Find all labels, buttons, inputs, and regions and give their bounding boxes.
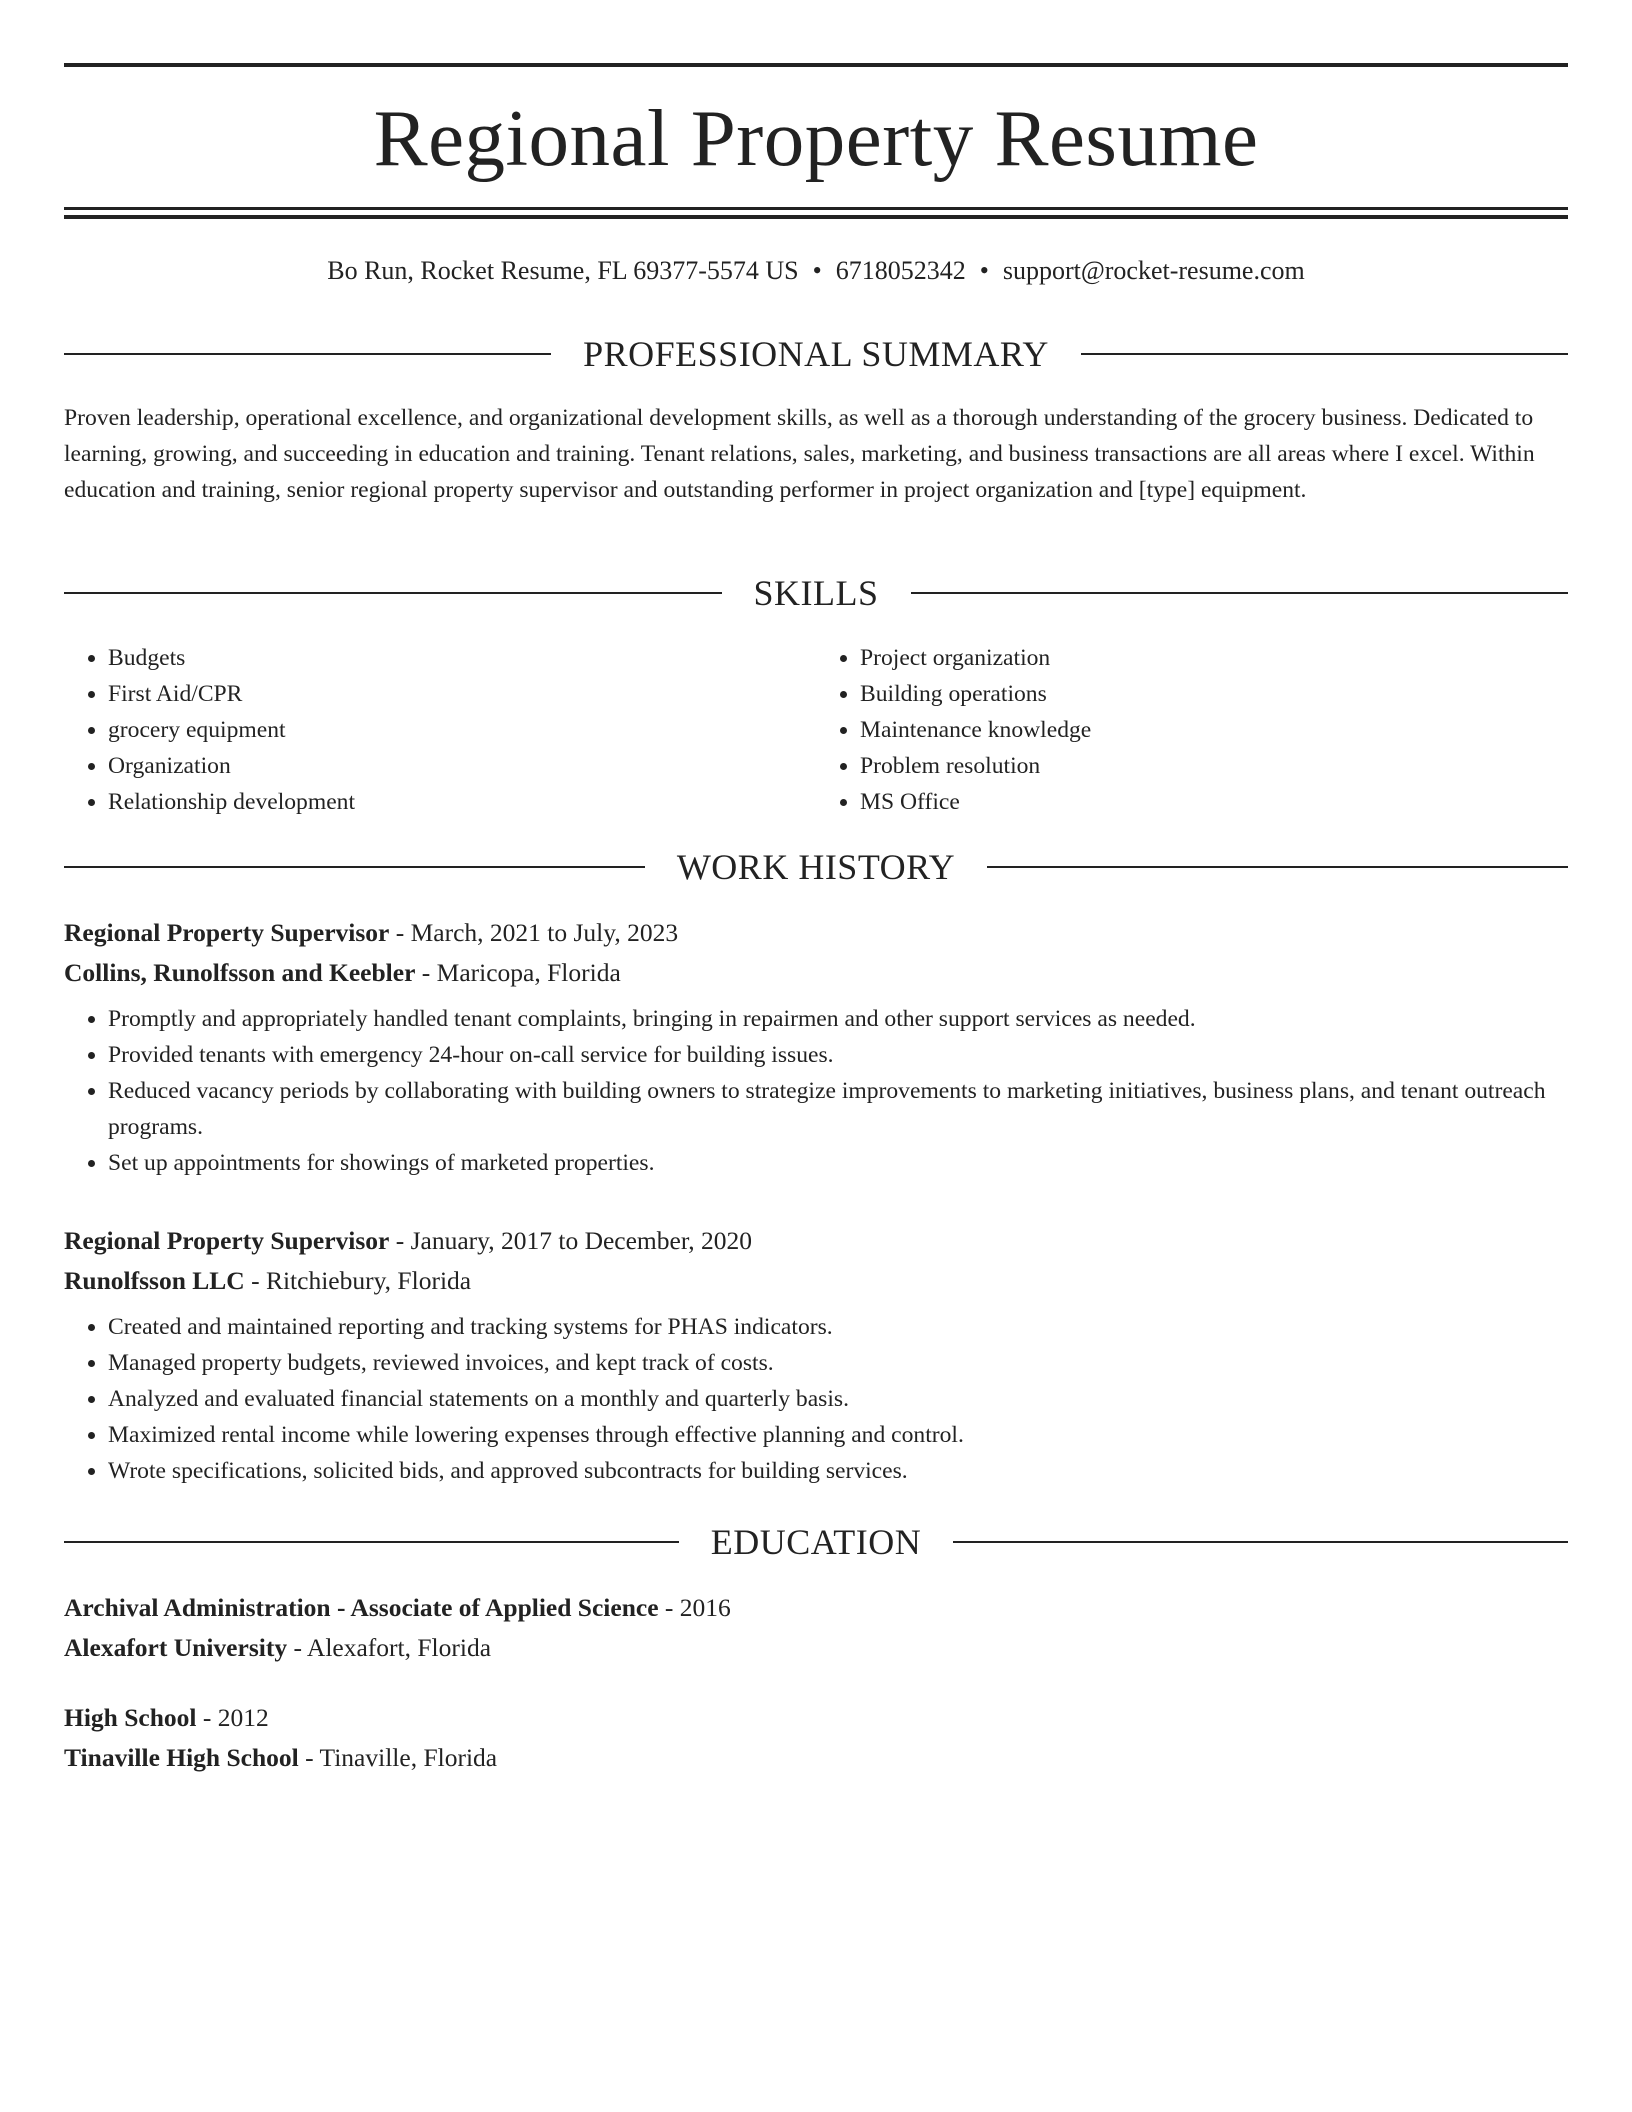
education-location: - Tinaville, Florida xyxy=(298,1743,498,1772)
skills-column-right xyxy=(816,640,1568,820)
job-bullet: • Managed property budgets, reviewed invoices, and kept track of costs. xyxy=(108,1345,1568,1381)
section-header-skills xyxy=(64,573,1568,613)
top-rule xyxy=(64,63,1568,67)
skill-item: • Building operations xyxy=(860,676,1568,712)
job-title: Regional Property Supervisor xyxy=(64,1226,390,1255)
job-bullet: • Set up appointments for showings of marketed properties. xyxy=(108,1145,1568,1181)
job-dates: - March, 2021 to July, 2023 xyxy=(389,918,679,947)
job-entry xyxy=(64,913,1568,1181)
section-rule-right xyxy=(911,592,1569,594)
summary-text: Proven leadership, operational excellence, and organizational development skills, as well as a thorough understanding of the grocery business. Dedicated to learning, growing, and succeeding in education and training. Tenant relations, sales, marketing, and business transactions are all areas where I excel. Within education and training, senior regional property supervisor and outstanding performer in project organization and [type] equipment. xyxy=(64,405,1535,503)
skill-item: • grocery equipment xyxy=(108,712,816,748)
job-title: Regional Property Supervisor xyxy=(64,918,390,947)
education-school-line xyxy=(64,1628,1568,1668)
section-title: WORK HISTORY xyxy=(676,847,956,887)
skill-item: • Budgets xyxy=(108,640,816,676)
section-rule-right xyxy=(953,1541,1568,1543)
skills-list xyxy=(64,640,1568,820)
job-bullet: • Provided tenants with emergency 24-hour on-call service for building issues. xyxy=(108,1037,1568,1073)
job-bullet: • Maximized rental income while lowering expenses through effective planning and control. xyxy=(108,1417,1568,1453)
section-title: EDUCATION xyxy=(710,1522,922,1562)
contact-address: Bo Run, Rocket Resume, FL 69377-5574 US xyxy=(327,256,799,285)
section-rule-left xyxy=(64,866,645,868)
contact-line xyxy=(64,253,1568,289)
job-location: - Ritchiebury, Florida xyxy=(244,1266,472,1295)
job-title-line xyxy=(64,1221,1568,1261)
resume-title: Regional Property Resume xyxy=(373,93,1259,183)
section-rule-right xyxy=(1081,353,1568,355)
job-company-line xyxy=(64,1261,1568,1301)
skill-item: • First Aid/CPR xyxy=(108,676,816,712)
section-title: PROFESSIONAL SUMMARY xyxy=(583,334,1049,374)
title-rule-thin xyxy=(64,207,1568,210)
title-rule-thick xyxy=(64,215,1568,219)
education-year: - 2012 xyxy=(196,1703,269,1732)
contact-phone: 6718052342 xyxy=(835,256,966,285)
education-school: Alexafort University xyxy=(64,1633,288,1662)
job-title-line xyxy=(64,913,1568,953)
contact-separator: • xyxy=(979,256,989,285)
section-rule-left xyxy=(64,353,551,355)
job-company: Collins, Runolfsson and Keebler xyxy=(64,958,416,987)
section-rule-left xyxy=(64,1541,679,1543)
education-year: - 2016 xyxy=(658,1593,731,1622)
education-degree-line xyxy=(64,1588,1568,1628)
skill-item: • MS Office xyxy=(860,784,1568,820)
skill-item: • Project organization xyxy=(860,640,1568,676)
education-entry xyxy=(64,1698,1568,1778)
skill-item: • Relationship development xyxy=(108,784,816,820)
skill-item: • Maintenance knowledge xyxy=(860,712,1568,748)
education-entry xyxy=(64,1588,1568,1668)
job-location: - Maricopa, Florida xyxy=(415,958,621,987)
education-location: - Alexafort, Florida xyxy=(287,1633,492,1662)
job-bullet: • Reduced vacancy periods by collaborating with building owners to strategize improvements to marketing initiatives, business plans, and tenant outreach programs. xyxy=(108,1073,1568,1145)
education-degree-line xyxy=(64,1698,1568,1738)
section-header-summary xyxy=(64,334,1568,374)
section-rule-left xyxy=(64,592,722,594)
job-bullets xyxy=(64,1001,1568,1181)
contact-email: support@rocket-resume.com xyxy=(1002,256,1305,285)
education-degree: Archival Administration - Associate of Applied Science xyxy=(64,1593,659,1622)
skill-item: • Organization xyxy=(108,748,816,784)
section-header-work-history xyxy=(64,847,1568,887)
job-entry xyxy=(64,1221,1568,1489)
job-dates: - January, 2017 to December, 2020 xyxy=(389,1226,753,1255)
job-bullets xyxy=(64,1309,1568,1489)
skill-item: • Problem resolution xyxy=(860,748,1568,784)
job-bullet: • Wrote specifications, solicited bids, and approved subcontracts for building services. xyxy=(108,1453,1568,1489)
skills-column-left xyxy=(64,640,816,820)
section-header-education xyxy=(64,1522,1568,1562)
education-school: Tinaville High School xyxy=(64,1743,299,1772)
job-bullet: • Created and maintained reporting and tracking systems for PHAS indicators. xyxy=(108,1309,1568,1345)
job-company-line xyxy=(64,953,1568,993)
contact-separator: • xyxy=(812,256,822,285)
job-bullet: • Analyzed and evaluated financial statements on a monthly and quarterly basis. xyxy=(108,1381,1568,1417)
section-rule-right xyxy=(987,866,1568,868)
job-bullet: • Promptly and appropriately handled tenant complaints, bringing in repairmen and other support services as needed. xyxy=(108,1001,1568,1037)
job-company: Runolfsson LLC xyxy=(64,1266,245,1295)
education-degree: High School xyxy=(64,1703,197,1732)
section-title: SKILLS xyxy=(753,573,879,613)
education-school-line xyxy=(64,1738,1568,1778)
